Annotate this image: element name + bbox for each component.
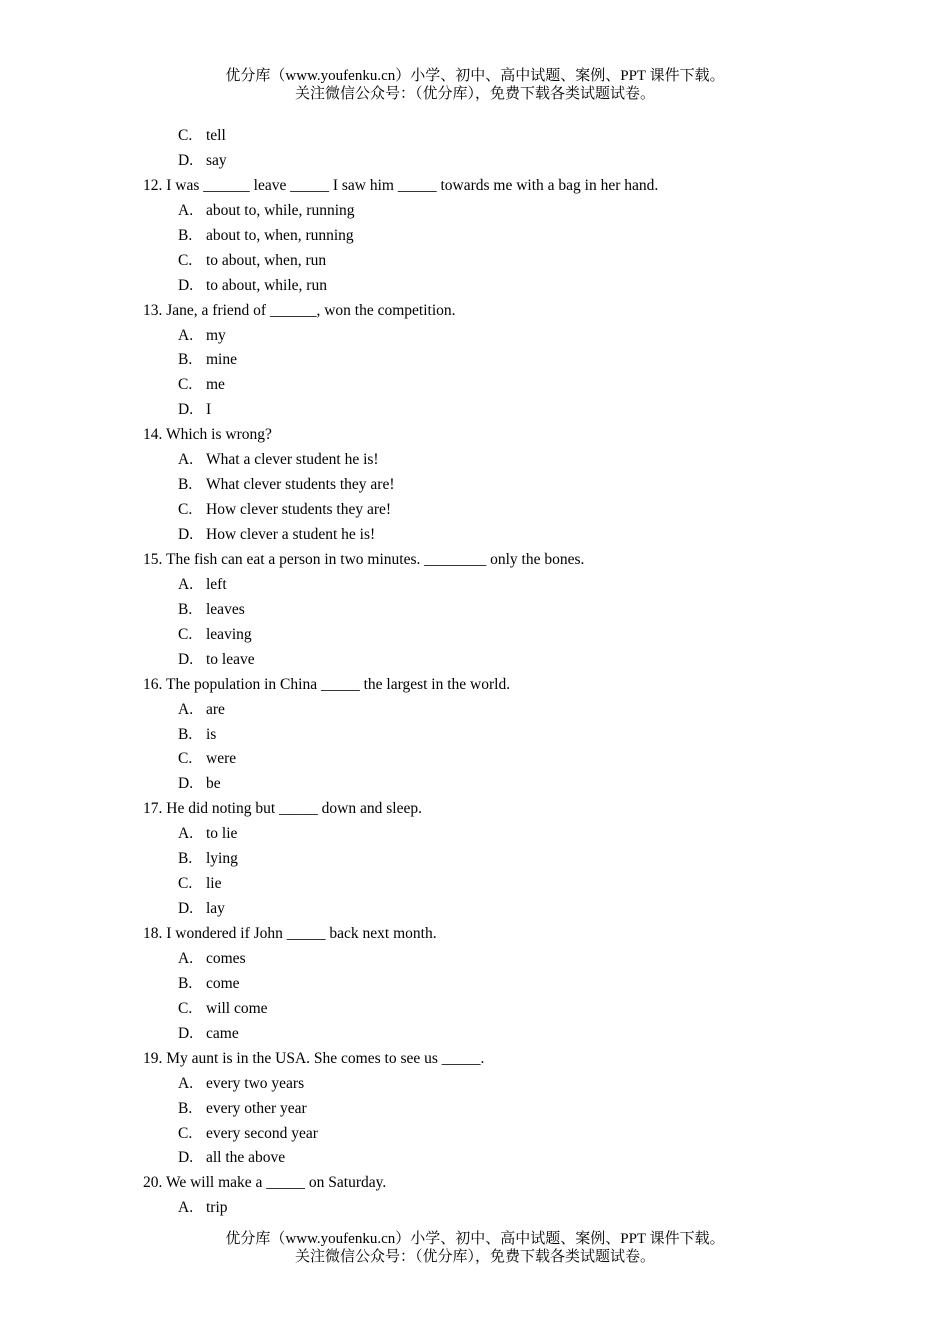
option-item — [0, 698, 950, 723]
option-item — [0, 1122, 950, 1147]
question-15: 15. The fish can eat a person in two minutes. ________ only the bones. — [143, 550, 585, 568]
question-19: 19. My aunt is in the USA. She comes to see us _____. — [143, 1049, 485, 1067]
option-text: all the above — [206, 1149, 286, 1167]
option-letter: A. — [178, 201, 194, 219]
option-letter: D. — [178, 900, 194, 918]
option-text: to about, when, run — [206, 251, 327, 269]
option-item — [0, 872, 950, 897]
option-letter: A. — [178, 949, 194, 967]
option-letter: B. — [178, 1099, 193, 1117]
option-text: to leave — [206, 650, 255, 668]
option-item — [0, 199, 950, 224]
option-text: mine — [206, 351, 237, 369]
option-item — [0, 398, 950, 423]
option-text: How clever a student he is! — [206, 526, 376, 543]
option-text: left — [206, 575, 227, 593]
option-item — [0, 124, 950, 149]
option-item — [0, 772, 950, 797]
option-text: me — [206, 376, 225, 394]
option-item — [0, 997, 950, 1022]
option-text: lie — [206, 875, 222, 893]
option-letter: A. — [178, 451, 194, 469]
option-letter: B. — [178, 725, 193, 743]
option-text: is — [206, 725, 217, 743]
option-letter: D. — [178, 775, 194, 793]
question-17: 17. He did noting but _____ down and sleep. — [143, 800, 422, 818]
option-text: leaves — [206, 600, 245, 618]
option-text: How clever students they are! — [206, 501, 392, 519]
option-text: comes — [206, 949, 246, 967]
option-letter: D. — [178, 526, 194, 543]
option-letter: C. — [178, 625, 193, 643]
option-item — [0, 498, 950, 523]
question-list — [0, 124, 950, 1221]
option-letter: A. — [178, 825, 194, 843]
option-text: my — [206, 326, 226, 344]
option-item — [0, 1072, 950, 1097]
option-text: about to, while, running — [206, 201, 355, 219]
header-line-2: 关注微信公众号：（优分库），免费下载各类试题试卷。 — [294, 86, 655, 102]
option-item — [0, 897, 950, 922]
option-item — [0, 1196, 950, 1221]
option-text: every other year — [206, 1099, 307, 1117]
option-item — [0, 324, 950, 349]
option-text: every second year — [206, 1124, 318, 1142]
option-letter: B. — [178, 850, 193, 868]
option-letter: C. — [178, 501, 193, 519]
option-letter: D. — [178, 1024, 194, 1042]
option-item — [0, 723, 950, 748]
option-letter: D. — [178, 650, 194, 668]
option-letter: B. — [178, 974, 193, 992]
option-letter: A. — [178, 700, 194, 718]
option-letter: B. — [178, 226, 193, 244]
option-letter: C. — [178, 1124, 193, 1142]
option-text: say — [206, 151, 227, 169]
footer-line-1: 优分库（www.youfenku.cn）小学、初中、高中试题、案例、PPT 课件下载。 — [225, 1231, 725, 1247]
option-item — [0, 1097, 950, 1122]
option-item — [0, 448, 950, 473]
option-text: lying — [206, 850, 238, 868]
option-item — [0, 573, 950, 598]
question-13: 13. Jane, a friend of ______, won the competition. — [143, 301, 456, 319]
option-item — [0, 598, 950, 623]
option-letter: C. — [178, 750, 193, 768]
question-14: 14. Which is wrong? — [143, 426, 272, 444]
option-text: every two years — [206, 1074, 305, 1092]
question-16: 16. The population in China _____ the largest in the world. — [143, 675, 511, 693]
question-18: 18. I wondered if John _____ back next month. — [143, 925, 437, 942]
option-letter: C. — [178, 251, 193, 269]
option-item — [0, 274, 950, 299]
option-text: trip — [206, 1199, 228, 1217]
option-letter: B. — [178, 476, 193, 494]
option-item — [0, 747, 950, 772]
option-letter: C. — [178, 875, 193, 893]
option-letter: B. — [178, 600, 193, 618]
option-letter: D. — [178, 1149, 194, 1167]
question-20: 20. We will make a _____ on Saturday. — [143, 1174, 387, 1192]
option-text: to lie — [206, 825, 238, 843]
option-item — [0, 847, 950, 872]
option-item — [0, 373, 950, 398]
option-item — [0, 523, 950, 548]
option-text: to about, while, run — [206, 276, 327, 294]
page-header — [0, 67, 950, 103]
option-text: leaving — [206, 625, 252, 643]
option-item — [0, 473, 950, 498]
option-item — [0, 149, 950, 174]
option-text: be — [206, 775, 221, 793]
option-text: What a clever student he is! — [206, 451, 379, 469]
option-letter: D. — [178, 276, 194, 294]
option-text: come — [206, 974, 240, 992]
option-letter: C. — [178, 127, 193, 144]
option-item — [0, 972, 950, 997]
option-item — [0, 224, 950, 249]
option-letter: C. — [178, 999, 193, 1017]
option-letter: D. — [178, 151, 194, 169]
option-item — [0, 623, 950, 648]
option-text: tell — [206, 127, 226, 144]
question-12: 12. I was ______ leave _____ I saw him _____ towards me with a bag in her hand. — [143, 176, 659, 194]
option-text: are — [206, 700, 225, 718]
header-line-1: 优分库（www.youfenku.cn）小学、初中、高中试题、案例、PPT 课件下载。 — [225, 68, 725, 84]
option-letter: B. — [178, 351, 193, 369]
option-letter: A. — [178, 1074, 194, 1092]
option-item — [0, 1022, 950, 1047]
option-text: What clever students they are! — [206, 476, 395, 494]
option-letter: C. — [178, 376, 193, 394]
page-footer — [0, 1230, 950, 1266]
option-text: lay — [206, 900, 225, 918]
option-text: about to, when, running — [206, 226, 354, 244]
option-item — [0, 648, 950, 673]
option-letter: A. — [178, 326, 194, 344]
option-text: were — [206, 750, 237, 768]
option-letter: A. — [178, 1199, 194, 1217]
option-item — [0, 947, 950, 972]
footer-line-2: 关注微信公众号：（优分库），免费下载各类试题试卷。 — [294, 1249, 655, 1265]
option-text: I — [206, 401, 212, 419]
option-item — [0, 249, 950, 274]
option-item — [0, 822, 950, 847]
option-item — [0, 348, 950, 373]
option-item — [0, 1146, 950, 1171]
option-letter: A. — [178, 575, 194, 593]
option-text: will come — [206, 999, 268, 1017]
option-letter: D. — [178, 401, 194, 419]
option-text: came — [206, 1024, 239, 1042]
